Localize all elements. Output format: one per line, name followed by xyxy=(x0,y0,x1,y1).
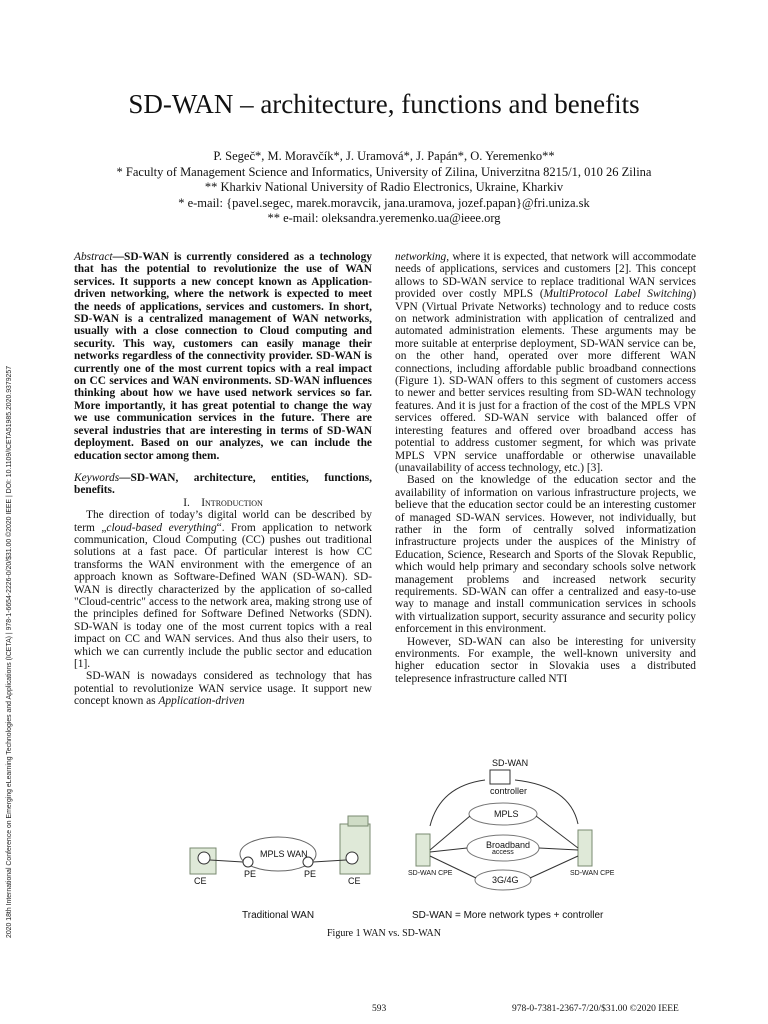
left-column xyxy=(74,251,372,708)
traditional-wan-diagram xyxy=(190,816,370,874)
italic-span: cloud-based everything xyxy=(106,521,217,534)
section-title: Introduction xyxy=(201,496,263,509)
page-number: 593 xyxy=(372,1004,387,1014)
router-ce-right-icon xyxy=(346,852,358,864)
italic-span: Application-driven xyxy=(158,695,245,708)
link-cpe-broadband-right xyxy=(539,848,578,850)
email-1: * e-mail: {pavel.segec, marek.moravcik, jana.uramova, jozef.papan}@fri.uniza.sk xyxy=(178,195,590,210)
text-span: ) VPN (Virtual Private Networks) technology and to reduce costs on network administration with application of centralized and automated administration elements. These arguments may be more suitable at enterprise deployment, SD-WAN service can be, on the other hand, operated over more different WAN connections, including affordable public broadband connections (Figure 1). SD-WAN offers to this segment of customers access to newer and better services resulting from SD-WAN technology features. And it is just for a fraction of the cost of the MPLS VPN services offered. SD-WAN service with balanced offer of interesting features and offered over broadband access has potential to address customer segment, for which was private MPLS VPN service unaffordable or otherwise unavailable (unavailability of access technology, etc.) [3]. xyxy=(395,288,696,474)
label-ce-left: CE xyxy=(194,876,207,886)
abstract-text: SD-WAN is currently considered as a technology that has the potential to revolutionize the use of WAN services. It supports a new concept known as Application-driven networking, where the network is expected to meet the needs of applications, services and customers. In short, SD-WAN is a centralized management of WAN networks, usually with a close connection to Cloud computing and security. This way, customers can easily manage their networks regardless of the connectivity provider. SD-WAN is currently one of the most current topics with a real impact on CC services and WAN environments. SD-WAN influences thinking about how we have used network services so far. More importantly, it has great potential to change the way we use communication services in the future. There are several industries that are interesting in terms of SD-WAN deployment. Based on our analyzes, we can include the education sector among them. xyxy=(74,251,372,462)
text-span: The direction of today’s digital world can be described by term „ xyxy=(74,509,372,534)
controller-icon xyxy=(490,770,510,784)
label-cpe-right: SD-WAN CPE xyxy=(570,870,615,877)
right-column xyxy=(395,251,696,685)
label-controller-2: controller xyxy=(490,786,528,796)
link-cpe-mpls-left xyxy=(430,816,470,850)
router-pe-left-icon xyxy=(243,857,253,867)
abstract-dash: — xyxy=(112,251,124,263)
keywords xyxy=(74,472,372,497)
building-right-top xyxy=(348,816,368,826)
author-block xyxy=(0,149,768,227)
label-traditional-wan: Traditional WAN xyxy=(242,910,315,921)
figure-1 xyxy=(180,756,620,936)
right-paragraph-3: However, SD-WAN can also be interesting for university environments. For example, the well-known university and higher education sector in Slovakia uses a distributed telepresence infrastructure called NTI xyxy=(395,635,696,685)
affiliation-1: * Faculty of Management Science and Informatics, University of Zilina, Univerzitna 8215/1, 010 26 Zilina xyxy=(116,164,652,179)
figure-caption: Figure 1 WAN vs. SD-WAN xyxy=(327,928,441,939)
text-span: “. From application to network communication, Cloud Computing (CC) pushes out traditional solutions at a fast pace. Of particular interest is how CC transforms the WAN environment with the emergence of an approach known as Software-Defined WAN (SD-WAN). SD-WAN is directly characterized by the application of so-called "Cloud-centric" access to the network area, making strong use of the principles defined for Software Defined Networks (SDN). SD-WAN is today one of the most current topics with a real impact on CC and WAN services. And thus also their users, to which we can currently include the public sector and education [1]. xyxy=(74,521,372,670)
label-broadband-2: access xyxy=(492,849,514,856)
label-3g4g: 3G/4G xyxy=(492,875,519,885)
label-mpls-wan: MPLS WAN xyxy=(260,849,308,859)
author-names: P. Segeč*, M. Moravčík*, J. Uramová*, J. Papán*, O. Yeremenko** xyxy=(213,149,555,163)
affiliation-2: ** Kharkiv National University of Radio Electronics, Ukraine, Kharkiv xyxy=(204,180,564,194)
router-ce-left-icon xyxy=(198,852,210,864)
link-cpe-mpls-right xyxy=(536,816,578,848)
label-pe-right: PE xyxy=(304,869,317,879)
label-ce-right: CE xyxy=(348,876,361,886)
email-2: ** e-mail: oleksandra.yeremenko.ua@ieee.org xyxy=(267,211,501,225)
intro-paragraph-1 xyxy=(74,509,372,670)
conference-sidebar: 2020 18th International Conference on Emerging eLearning Technologies and Applications (ICETA) | 978-1-6654-2226-0/20/$31.00 ©2020 IEEE | DOI: 10.1109/ICETA51985.2020.9379257 xyxy=(6,365,13,938)
keywords-label: Keywords xyxy=(74,471,120,484)
right-paragraph-2: Based on the knowledge of the education sector and the availability of information on various infrastructure projects, we believe that the education sector could be an interesting customer of managed SD-WAN services. However, not individually, but rather in the form of centrally solved informatization infrastructure projects under the auspices of the Ministry of Education, Science, Research and Sports of the Slovak Republic, which would help primary and secondary schools solve network management problems and increased network security requirements. SD-WAN can offer a centralized and easy-to-use way to manage and install communication services in schools with virtualization support, security assurance and security policy enforcement in this environment. xyxy=(395,474,696,636)
keywords-dash: — xyxy=(119,471,131,484)
footer-isbn: 978-0-7381-2367-7/20/$31.00 ©2020 IEEE xyxy=(512,1004,679,1014)
paper-title: SD-WAN – architecture, functions and benefits xyxy=(128,89,640,119)
link-cpe-broadband-left xyxy=(430,848,467,852)
label-broadband-1: Broadband xyxy=(486,840,531,850)
keywords-text: SD-WAN, architecture, entities, functions, benefits. xyxy=(74,471,372,497)
label-controller-1: SD-WAN xyxy=(492,758,529,768)
text-span: , where it is expected, that network will accommodate needs of applications, services and customers [2]. This concept allows to SD-WAN service to replace traditional WAN services provided over costly MPLS ( xyxy=(395,251,696,301)
label-pe-left: PE xyxy=(244,869,257,879)
label-cpe-left: SD-WAN CPE xyxy=(408,870,453,877)
intro-paragraph-2 xyxy=(74,670,372,707)
abstract-label: Abstract xyxy=(74,251,113,263)
building-cpe-right-icon xyxy=(578,830,592,866)
italic-span: MultiProtocol Label Switching xyxy=(543,288,693,301)
right-paragraph-1 xyxy=(395,251,696,474)
figure-diagram xyxy=(180,756,620,926)
label-mpls: MPLS xyxy=(494,809,519,819)
label-sd-wan: SD-WAN = More network types + controller xyxy=(412,910,604,921)
text-span: SD-WAN is nowadays considered as technology that has potential to revolutionize WAN service usage. It support new concept known as xyxy=(74,670,372,708)
building-right-icon xyxy=(340,824,370,874)
section-number: I. xyxy=(183,496,190,509)
abstract xyxy=(74,251,372,462)
building-cpe-left-icon xyxy=(416,834,430,866)
italic-span: networking xyxy=(395,251,447,263)
section-heading xyxy=(74,497,372,509)
